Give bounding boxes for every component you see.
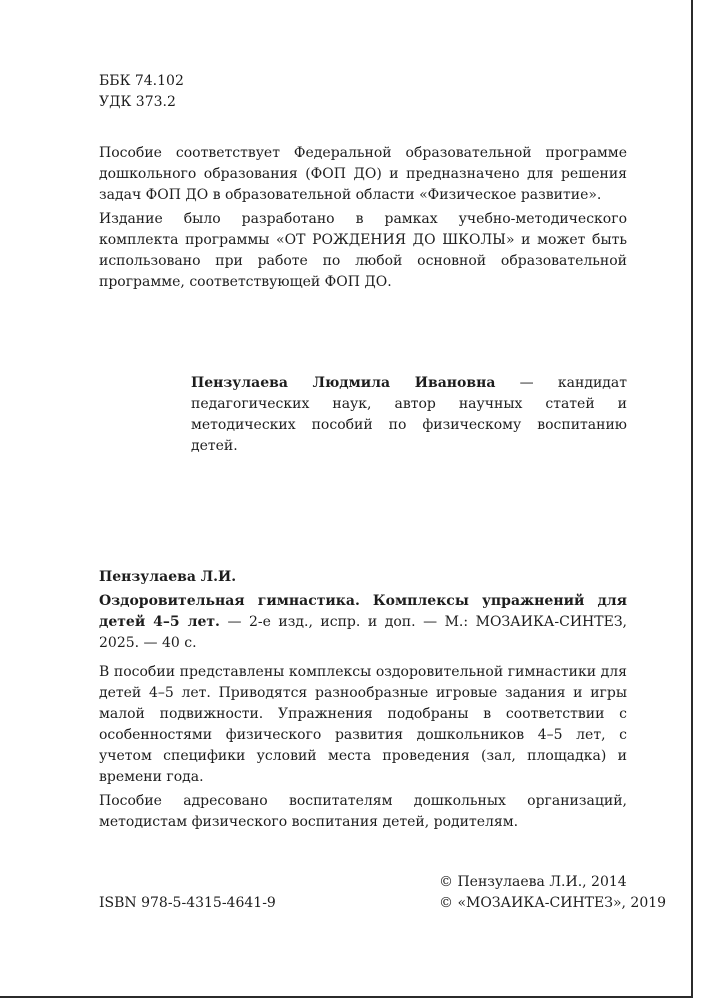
classification-codes <box>99 71 299 113</box>
bbk-code: ББК 74.102 <box>99 73 184 89</box>
isbn: ISBN 978-5-4315-4641-9 <box>99 895 276 911</box>
udk-code: УДК 373.2 <box>99 94 176 110</box>
biblio-heading <box>99 591 627 654</box>
abstract-paragraph-2: Пособие адресовано воспитателям дошкольных организаций, методистам физического воспитания детей, родителям. <box>99 793 627 830</box>
biblio-author: Пензулаева Л.И. <box>99 569 237 585</box>
author-bio-text: — кандидат педагогических наук, автор научных статей и методических пособий по физическому воспитанию детей. <box>191 375 627 454</box>
author-bio-paragraph <box>191 373 627 457</box>
notice-paragraph-2: Издание было разработано в рамках учебно-методического комплекта программы «ОТ РОЖДЕНИЯ ДО ШКОЛЫ» и может быть использовано при работе по любой основной образовательной программе, соответствующей ФОП ДО. <box>99 211 627 290</box>
biblio-title: Оздоровительная гимнастика. Комплексы упражнений для детей 4–5 лет. <box>99 593 627 630</box>
bibliographic-record <box>99 567 627 833</box>
notice-paragraph-1: Пособие соответствует Федеральной образовательной программе дошкольного образования (ФОП ДО) и предназначено для решения задач ФОП ДО в образовательной области «Физическое развитие». <box>99 145 627 203</box>
copyright-author: © Пензулаева Л.И., 2014 <box>439 874 627 890</box>
copyright-notice <box>439 872 667 914</box>
abstract-paragraph-1: В пособии представлены комплексы оздоровительной гимнастики для детей 4–5 лет. Приводятся разнообразные игровые задания и игры малой подвижности. Упражнения подобраны в соответствии с особенностями физического развития дошкольников 4–5 лет, с учетом специфики условий места проведения (зал, площадка) и времени года. <box>99 664 627 785</box>
author-full-name: Пензулаева Людмила Ивановна <box>191 375 496 391</box>
program-notice <box>99 143 627 293</box>
copyright-publisher: © «МОЗАИКА-СИНТЕЗ», 2019 <box>439 895 667 911</box>
biblio-details: — 2-е изд., испр. и доп. — М.: МОЗАИКА-СИНТЕЗ, 2025. — 40 с. <box>99 614 628 651</box>
author-bio <box>191 373 627 457</box>
